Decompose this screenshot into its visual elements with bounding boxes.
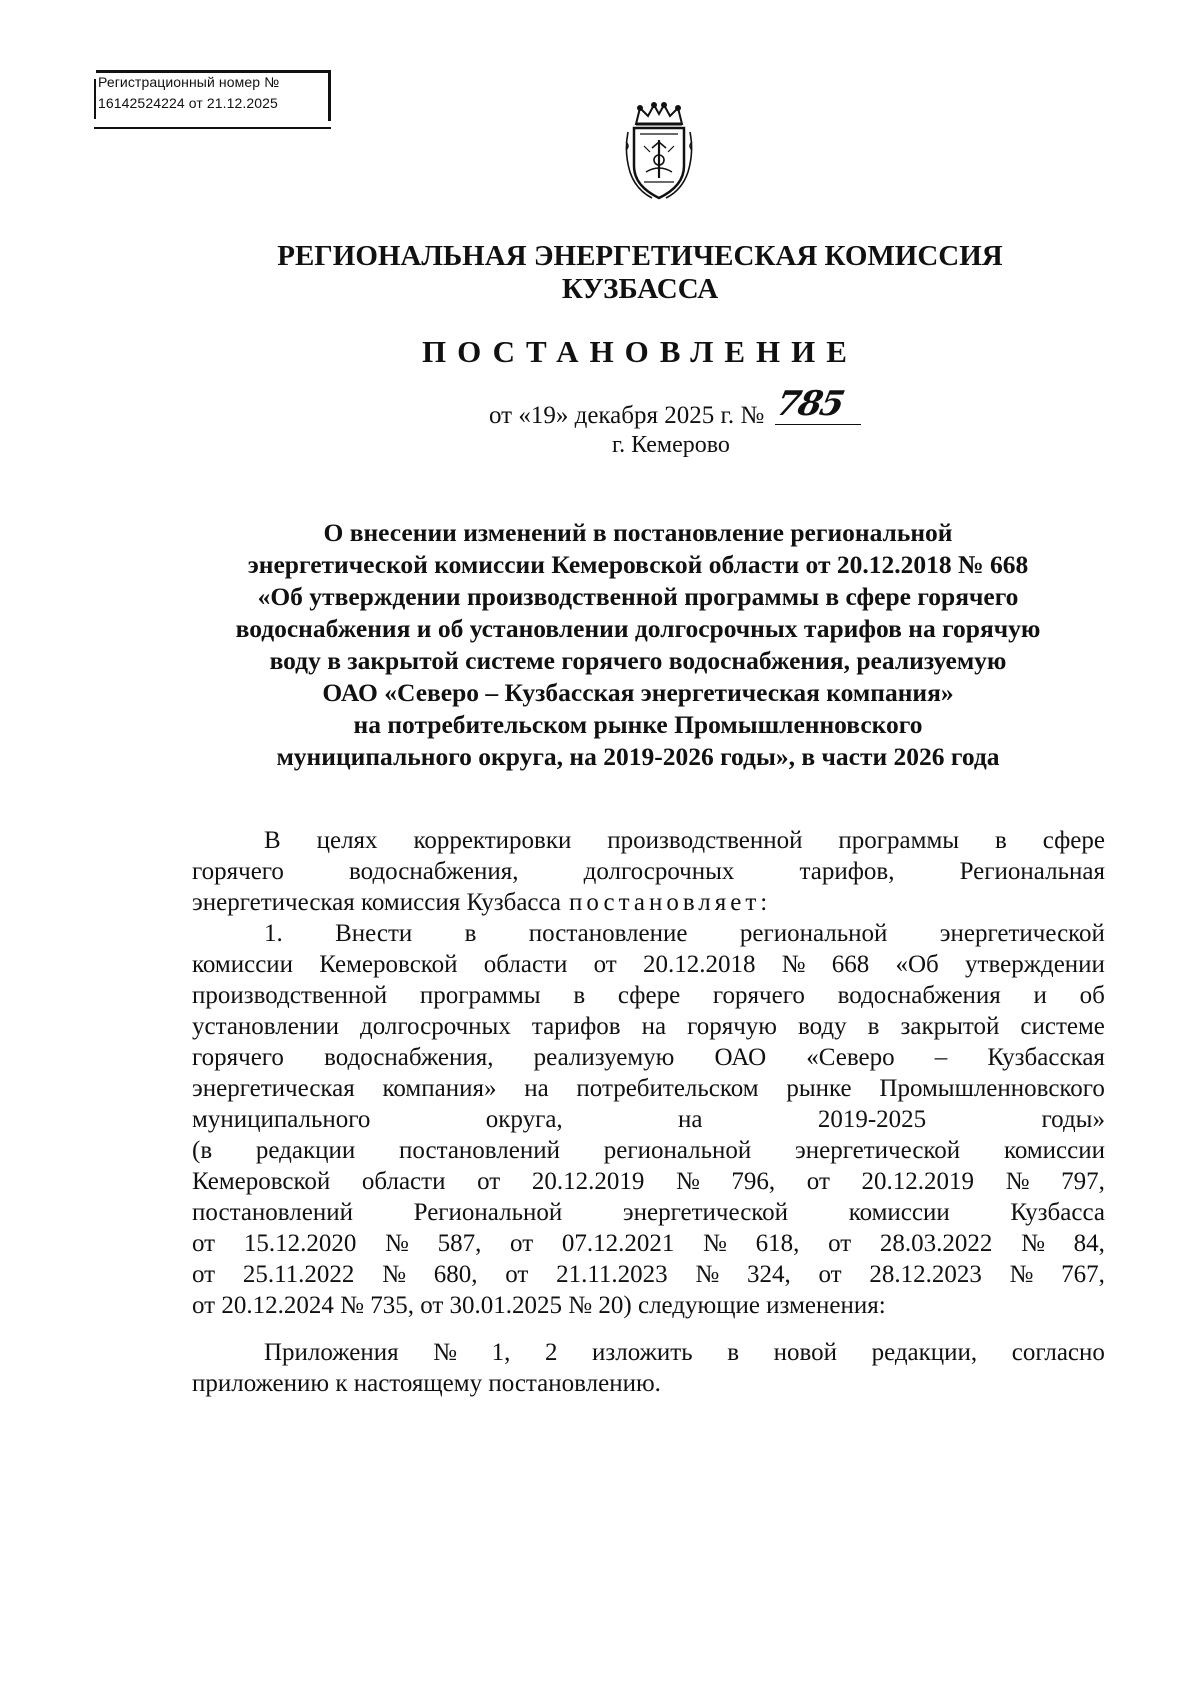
paragraph-word: области [361, 1168, 446, 1195]
paragraph-word: 1, [491, 1339, 511, 1366]
paragraph-word: В [264, 827, 281, 854]
paragraph-word: Приложения [264, 1339, 399, 1366]
paragraph-word: компания» [382, 1075, 497, 1102]
paragraph-word: постановлений [398, 1137, 560, 1164]
paragraph-word: Промышленновского [879, 1075, 1105, 1102]
subject-line: водоснабжения и об установлении долгосрочных тарифов на горячую [235, 614, 1041, 643]
paragraph-word: тарифов, [799, 858, 895, 885]
paragraph-word: сфере [617, 982, 681, 1009]
paragraph-word: горячего [192, 858, 284, 885]
paragraph-word: ОАО [714, 1044, 767, 1071]
paragraph-line [192, 1135, 1105, 1166]
paragraph-word: 25.11.2022 [242, 1261, 355, 1288]
paragraph-word: 07.12.2021 [561, 1230, 675, 1257]
paragraph-word: 15.12.2020 [243, 1230, 357, 1257]
paragraph-word: рынке [786, 1075, 852, 1102]
paragraph-word: от [505, 1261, 529, 1288]
paragraph-word: 84, [1073, 1230, 1105, 1257]
organization-title-line1: РЕГИОНАЛЬНАЯ ЭНЕРГЕТИЧЕСКАЯ КОМИССИЯ [277, 240, 1003, 272]
paragraph-line [192, 1104, 1105, 1135]
paragraph-word: региональной [603, 1137, 752, 1164]
paragraph-word: годы» [1041, 1106, 1105, 1133]
paragraph-word: реализуемую [533, 1044, 675, 1071]
paragraph-word: в [867, 1013, 880, 1040]
body-paragraph-item-1 [192, 918, 1105, 1321]
paragraph-word: Региональная [959, 858, 1105, 885]
paragraph-word: от [806, 1168, 830, 1195]
paragraph-word: 20.12.2019 [531, 1168, 645, 1195]
paragraph-word: 2 [544, 1339, 558, 1366]
paragraph-word: 20.12.2018 [642, 951, 756, 978]
registration-number: 16142524224 [98, 95, 185, 111]
paragraph-word: от [593, 951, 617, 978]
paragraph-word: энергетической [795, 1137, 961, 1164]
body-paragraph-preamble [192, 825, 1105, 918]
paragraph-word: энергетическая [192, 1075, 355, 1102]
paragraph-word: 20.12.2019 [861, 1168, 975, 1195]
paragraph-word: долгосрочных [360, 1013, 511, 1040]
paragraph-word: 767, [1061, 1261, 1105, 1288]
paragraph-line [192, 918, 1105, 949]
paragraph-word: Региональной [413, 1199, 563, 1226]
paragraph-word: региональной [739, 920, 888, 947]
paragraph-word: Кузбасская [987, 1044, 1105, 1071]
paragraph-line [192, 1073, 1105, 1104]
paragraph-word: горячего [712, 982, 805, 1009]
paragraph-word: 680, [433, 1261, 478, 1288]
paragraph-line [192, 825, 1105, 856]
paragraph-word: № [1009, 1261, 1034, 1288]
paragraph-word: «Северо [806, 1044, 895, 1071]
paragraph-line [192, 856, 1105, 887]
document-date-line [489, 384, 861, 430]
paragraph-word: 28.03.2022 [879, 1230, 993, 1257]
subject-line: муниципального округа, на 2019-2026 годы», в части 2026 года [276, 742, 1000, 771]
paragraph-word: на [641, 1013, 667, 1040]
paragraph-word: потребительском [576, 1075, 759, 1102]
paragraph-word: 2019-2025 [817, 1106, 927, 1133]
paragraph-word: комиссии [192, 951, 294, 978]
registration-from: от [188, 95, 203, 111]
paragraph-word: в [994, 827, 1007, 854]
paragraph-word: № [385, 1230, 409, 1257]
paragraph-word: – [934, 1044, 948, 1071]
paragraph-word: энергетической [939, 920, 1105, 947]
registration-stamp [96, 70, 331, 121]
document-number-field [772, 384, 861, 425]
paragraph-word: согласно [1011, 1339, 1105, 1366]
subject-line: воду в закрытой системе горячего водоснабжения, реализуемую [269, 646, 1007, 675]
paragraph-word: постановлений [192, 1199, 353, 1226]
paragraph-line [192, 1368, 1105, 1399]
paragraph-line [192, 1259, 1105, 1290]
paragraph-word: № [675, 1168, 700, 1195]
stamp-underline [94, 127, 331, 129]
paragraph-line [192, 1228, 1105, 1259]
paragraph-word: производственной [192, 982, 388, 1009]
paragraph-word: водоснабжения, [349, 858, 519, 885]
paragraph-word: № [433, 1339, 458, 1366]
paragraph-word: водоснабжения [837, 982, 1001, 1009]
paragraph-word: постановляет: [569, 889, 772, 916]
paragraph-word: Кузбасса [1010, 1199, 1105, 1226]
registration-number-line [98, 94, 278, 113]
paragraph-word: утверждении [965, 951, 1105, 978]
document-subject [38, 517, 1200, 773]
paragraph-line [192, 887, 1105, 918]
paragraph-word: изложить [592, 1339, 693, 1366]
subject-line: на потребительском рынке Промышленновского [353, 710, 923, 739]
paragraph-word: целях [316, 827, 378, 854]
paragraph-line [192, 1290, 1105, 1321]
paragraph-word: приложению к настоящему постановлению. [192, 1370, 661, 1397]
paragraph-line [192, 1166, 1105, 1197]
paragraph-word: от [192, 1230, 216, 1257]
paragraph-word: редакции [255, 1137, 356, 1164]
paragraph-word: сфере [1042, 827, 1105, 854]
subject-line: О внесении изменений в постановление региональной [323, 518, 953, 547]
paragraph-word: № [781, 951, 806, 978]
paragraph-word: 28.12.2023 [869, 1261, 982, 1288]
paragraph-word: 587, [437, 1230, 482, 1257]
document-date: от «19» декабря 2025 г. № [489, 402, 765, 429]
paragraph-word: программы [419, 982, 541, 1009]
paragraph-word: № [1021, 1230, 1045, 1257]
paragraph-line [192, 980, 1105, 1011]
registration-date: 21.12.2025 [206, 95, 278, 111]
paragraph-line [192, 949, 1105, 980]
paragraph-word: комиссии [1003, 1137, 1105, 1164]
paragraph-word: долгосрочных [583, 858, 735, 885]
paragraph-word: от [828, 1230, 852, 1257]
kuzbass-coat-of-arms-icon [622, 102, 696, 202]
paragraph-word: муниципального [192, 1106, 371, 1133]
paragraph-word: системе [1020, 1013, 1105, 1040]
paragraph-word: 21.11.2023 [556, 1261, 668, 1288]
paragraph-word: № [1005, 1168, 1030, 1195]
paragraph-word: установлении [192, 1013, 339, 1040]
paragraph-word: (в [192, 1137, 213, 1164]
subject-line: энергетической комиссии Кемеровской области от 20.12.2018 № 668 [247, 550, 1029, 579]
paragraph-word: новой [773, 1339, 837, 1366]
body-paragraph-appendix [192, 1337, 1105, 1399]
paragraph-word: «Об [895, 951, 939, 978]
paragraph-word: 618, [755, 1230, 800, 1257]
document-city: г. Кемерово [612, 432, 730, 458]
paragraph-line [192, 1011, 1105, 1042]
paragraph-word: горячую [687, 1013, 777, 1040]
stamp-border [94, 79, 96, 119]
paragraph-word: от 20.12.2024 № 735, от 30.01.2025 № 20) следующие изменения: [192, 1292, 886, 1319]
paragraph-word: 668 [831, 951, 870, 978]
paragraph-word: водоснабжения, [324, 1044, 494, 1071]
paragraph-line [192, 1337, 1105, 1368]
paragraph-word: № [382, 1261, 407, 1288]
paragraph-word: на [524, 1075, 549, 1102]
paragraph-word: энергетической [622, 1199, 789, 1226]
organization-title-line2: КУЗБАССА [561, 273, 719, 305]
paragraph-word: в [573, 982, 586, 1009]
paragraph-word: воду [798, 1013, 847, 1040]
paragraph-word: 1. [264, 920, 283, 947]
paragraph-word: от [192, 1261, 216, 1288]
paragraph-word: комиссии [848, 1199, 950, 1226]
paragraph-word: в [727, 1339, 739, 1366]
paragraph-word: корректировки [413, 827, 572, 854]
paragraph-word: от [818, 1261, 842, 1288]
paragraph-word: 797, [1061, 1168, 1105, 1195]
organization-title [40, 240, 1200, 306]
paragraph-line [192, 1197, 1105, 1228]
paragraph-word: от [477, 1168, 501, 1195]
paragraph-word: производственной [607, 827, 803, 854]
document-number: 785 [772, 384, 846, 424]
paragraph-word: об [1079, 982, 1105, 1009]
subject-line: ОАО «Северо – Кузбасская энергетическая компания» [322, 678, 954, 707]
paragraph-word: области [483, 951, 568, 978]
paragraph-word: горячего [192, 1044, 284, 1071]
paragraph-word: тарифов [531, 1013, 621, 1040]
paragraph-line [192, 1042, 1105, 1073]
paragraph-word: закрытой [900, 1013, 1000, 1040]
paragraph-word: округа, [485, 1106, 563, 1133]
paragraph-word: редакции, [871, 1339, 978, 1366]
paragraph-word: программы [838, 827, 960, 854]
paragraph-word: 324, [746, 1261, 791, 1288]
paragraph-word: № [695, 1261, 720, 1288]
subject-line: «Об утверждении производственной программы в сфере горячего [257, 582, 1019, 611]
paragraph-word: и [1033, 982, 1047, 1009]
paragraph-word: в [464, 920, 477, 947]
paragraph-word: энергетическая комиссия Кузбасса [192, 889, 562, 916]
paragraph-word: Внести [335, 920, 413, 947]
paragraph-word: на [678, 1106, 703, 1133]
paragraph-word: постановление [528, 920, 688, 947]
registration-label: Регистрационный номер № [98, 74, 280, 90]
document-type: ПОСТАНОВЛЕНИЕ [422, 334, 858, 369]
paragraph-word: Кемеровской [192, 1168, 331, 1195]
paragraph-word: от [510, 1230, 534, 1257]
paragraph-word: Кемеровской [319, 951, 458, 978]
paragraph-word: 796, [731, 1168, 776, 1195]
paragraph-word: № [703, 1230, 727, 1257]
